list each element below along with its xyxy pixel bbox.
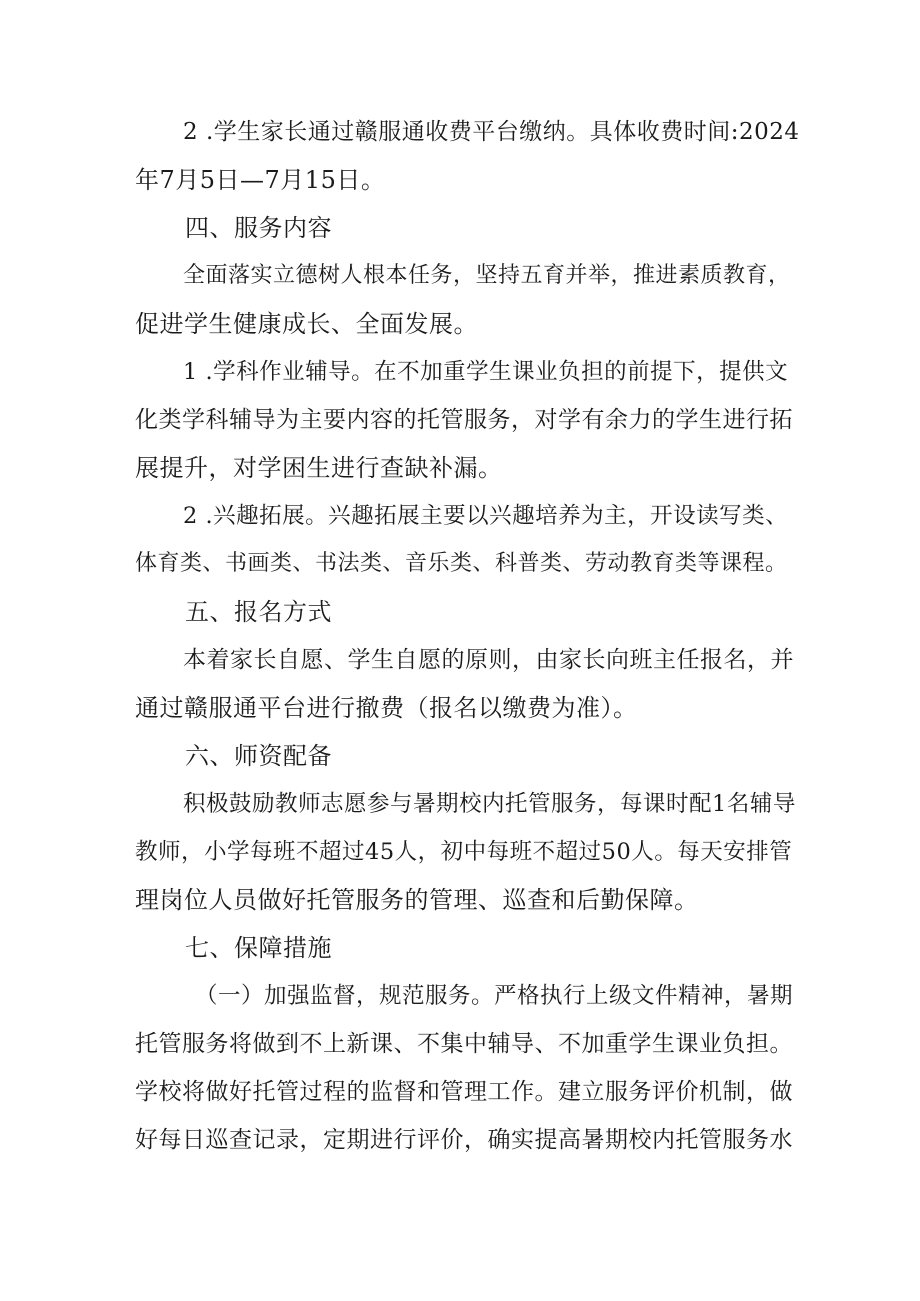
paragraph-line: 教师，小学每班不超过45人，初中每班不超过50人。每天安排管 (135, 839, 793, 865)
paragraph-line: 1 .学科作业辅导。在不加重学生课业负担的前提下，提供文 (183, 359, 789, 385)
paragraph-line: 2 .学生家长通过赣服通收费平台缴纳。具体收费时间:2024 (183, 119, 800, 145)
section-heading-safeguards: 七、保障措施 (185, 934, 332, 962)
paragraph-line: 促进学生健康成长、全面发展。 (135, 310, 478, 338)
section-heading-service-content: 四、服务内容 (185, 214, 332, 242)
section-heading-registration: 五、报名方式 (185, 598, 332, 626)
paragraph-line: 2 .兴趣拓展。兴趣拓展主要以兴趣培养为主，开设读写类、 (183, 503, 789, 529)
paragraph-line: 托管服务将做到不上新课、不集中辅导、不加重学生课业负担。 (135, 1031, 793, 1057)
paragraph-line: （一）加强监督，规范服务。严格执行上级文件精神，暑期 (195, 983, 794, 1009)
section-heading-teachers: 六、师资配备 (185, 742, 332, 770)
paragraph-line: 全面落实立德树人根本任务，坚持五育并举，推进素质教育， (183, 263, 791, 288)
paragraph-line: 体育类、书画类、书法类、音乐类、科普类、劳动教育类等课程。 (135, 551, 788, 576)
paragraph-line: 年7月5日—7月15日。 (135, 166, 386, 194)
paragraph-line: 理岗位人员做好托管服务的管理、巡查和后勤保障。 (135, 886, 699, 914)
paragraph-line: 本着家长自愿、学生自愿的原则，由家长向班主任报名，并 (183, 647, 794, 673)
paragraph-line: 学校将做好托管过程的监督和管理工作。建立服务评价机制，做 (135, 1079, 793, 1105)
paragraph-line: 化类学科辅导为主要内容的托管服务，对学有余力的学生进行拓 (135, 407, 793, 433)
paragraph-line: 通过赣服通平台进行撤费（报名以缴费为准）。 (135, 694, 638, 722)
paragraph-line: 好每日巡查记录，定期进行评价，确实提高暑期校内托管服务水 (135, 1127, 793, 1153)
paragraph-line: 展提升，对学困生进行查缺补漏。 (135, 454, 503, 482)
paragraph-line: 积极鼓励教师志愿参与暑期校内托管服务，每课时配1名辅导 (183, 791, 796, 817)
